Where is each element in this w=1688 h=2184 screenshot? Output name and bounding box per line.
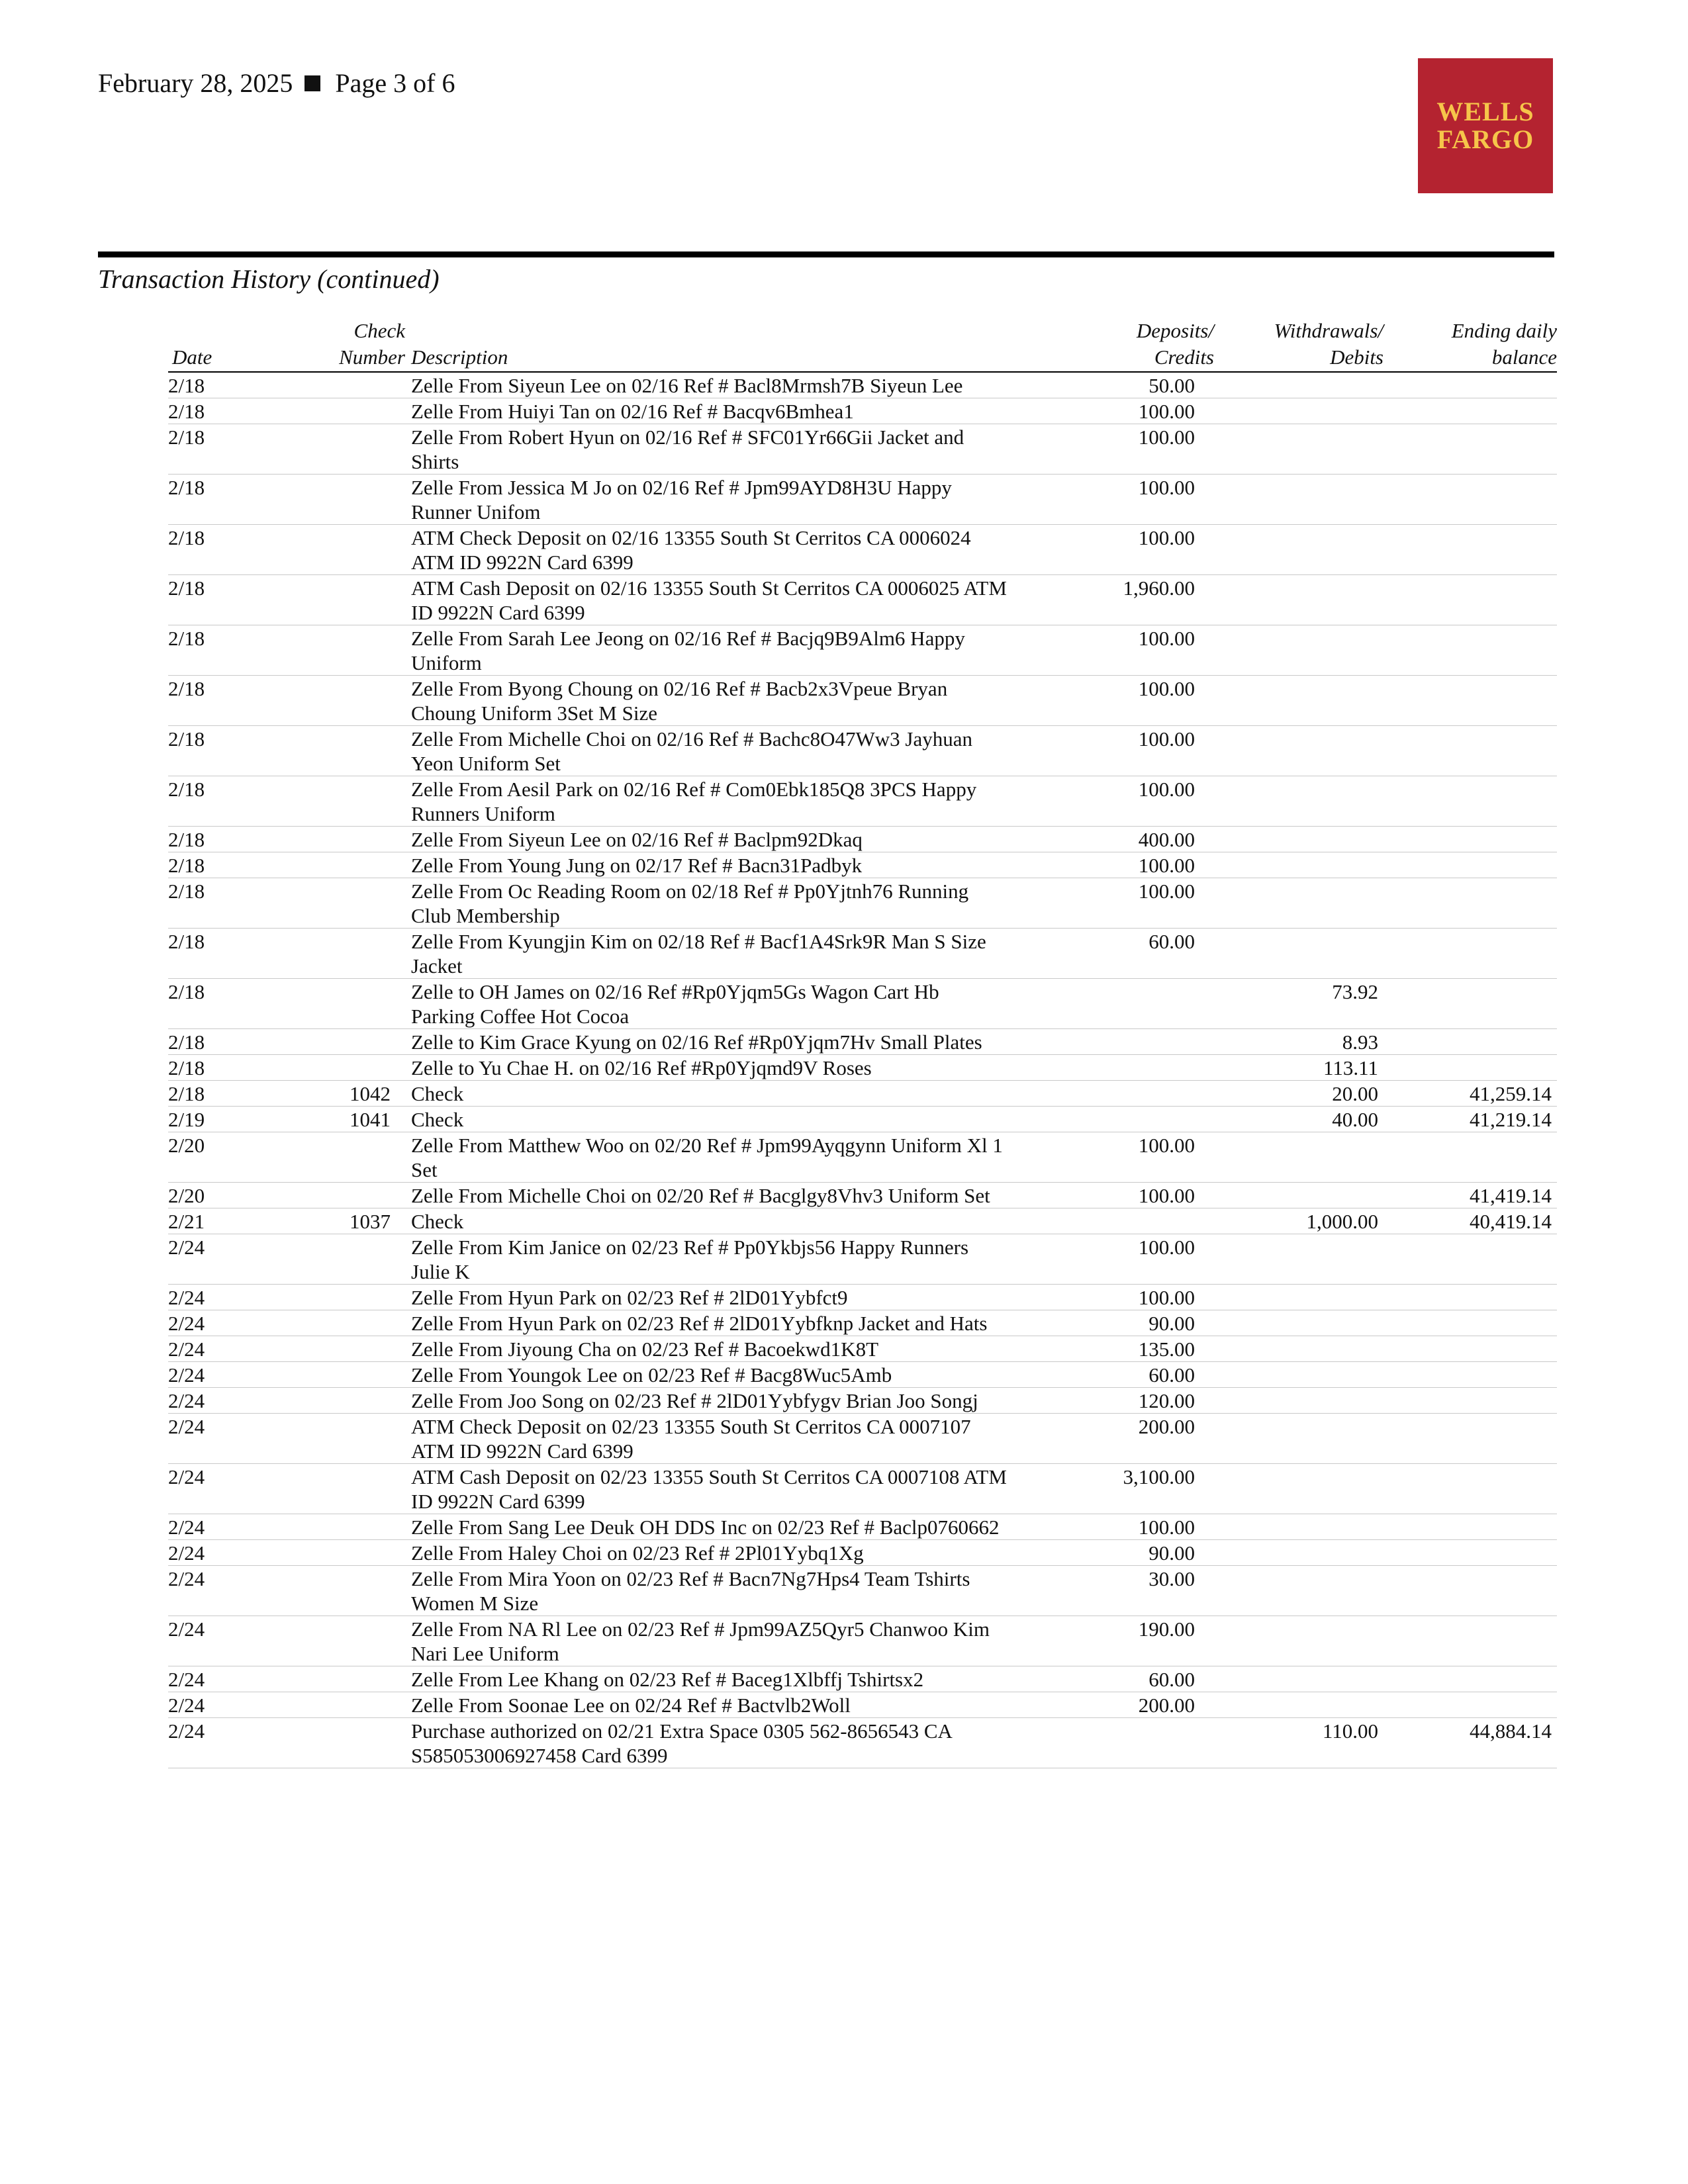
row-date: 2/18	[168, 1082, 205, 1105]
row-description: ATM Check Deposit on 02/23 13355 South St Cerritos CA 0007107 ATM ID 9922N Card 6399	[411, 1415, 971, 1463]
row-description: Zelle From Oc Reading Room on 02/18 Ref # Pp0Yjtnh76 Running Club Membership	[411, 880, 969, 927]
row-date: 2/24	[168, 1668, 205, 1691]
row-date: 2/18	[168, 526, 205, 549]
table-row	[168, 852, 1557, 878]
row-deposit: 400.00	[1138, 828, 1195, 851]
row-deposit: 50.00	[1149, 374, 1195, 397]
col-deposits-header	[1137, 318, 1214, 371]
row-deposit: 90.00	[1149, 1312, 1195, 1335]
table-row	[168, 1208, 1557, 1234]
table-row	[168, 1566, 1557, 1616]
row-date: 2/18	[168, 1056, 205, 1079]
col-check-header	[339, 318, 405, 371]
row-date: 2/18	[168, 778, 205, 801]
row-description: Purchase authorized on 02/21 Extra Space 0305 562-8656543 CA S585053006927458 Card 6399	[411, 1719, 952, 1767]
row-description: Zelle From Sarah Lee Jeong on 02/16 Ref # Bacjq9B9Alm6 Happy Uniform	[411, 627, 965, 674]
table-row	[168, 776, 1557, 827]
col-balance-line1: Ending daily	[1451, 319, 1557, 342]
row-description: Zelle From Michelle Choi on 02/16 Ref # Bachc8O47Ww3 Jayhuan Yeon Uniform Set	[411, 727, 973, 775]
row-description: Check	[411, 1108, 464, 1131]
table-row	[168, 475, 1557, 525]
table-row	[168, 1107, 1557, 1132]
row-description: Zelle From Hyun Park on 02/23 Ref # 2lD01Yybfknp Jacket and Hats	[411, 1312, 988, 1335]
table-row	[168, 525, 1557, 575]
row-date: 2/18	[168, 880, 205, 903]
row-description: Zelle From Siyeun Lee on 02/16 Ref # Baclpm92Dkaq	[411, 828, 863, 851]
row-deposit: 3,100.00	[1123, 1465, 1195, 1488]
table-row	[168, 625, 1557, 676]
col-check-line2: Number	[339, 345, 405, 369]
row-date: 2/20	[168, 1184, 205, 1207]
row-description: Zelle From Aesil Park on 02/16 Ref # Com0Ebk185Q8 3PCS Happy Runners Uniform	[411, 778, 977, 825]
row-deposit: 100.00	[1138, 677, 1195, 700]
row-date: 2/18	[168, 400, 205, 423]
table-row	[168, 1183, 1557, 1208]
table-row	[168, 1055, 1557, 1081]
col-check-line1: Check	[353, 319, 405, 342]
row-date: 2/24	[168, 1617, 205, 1641]
row-description: Check	[411, 1082, 464, 1105]
row-date: 2/24	[168, 1567, 205, 1590]
table-row	[168, 575, 1557, 625]
page-number: Page 3 of 6	[335, 68, 455, 98]
row-deposit: 100.00	[1138, 476, 1195, 499]
table-row	[168, 398, 1557, 424]
table-row	[168, 827, 1557, 852]
row-date: 2/18	[168, 627, 205, 650]
row-deposit: 100.00	[1138, 1134, 1195, 1157]
row-deposit: 60.00	[1149, 1668, 1195, 1691]
row-date: 2/24	[168, 1286, 205, 1309]
table-row	[168, 1132, 1557, 1183]
table-header	[168, 318, 1557, 373]
row-deposit: 100.00	[1138, 1236, 1195, 1259]
row-balance: 40,419.14	[1470, 1210, 1552, 1233]
row-date: 2/18	[168, 828, 205, 851]
col-deposits-line1: Deposits/	[1136, 319, 1214, 342]
row-date: 2/18	[168, 426, 205, 449]
row-deposit: 100.00	[1138, 854, 1195, 877]
row-deposit: 60.00	[1149, 1363, 1195, 1387]
row-description: ATM Cash Deposit on 02/16 13355 South St Cerritos CA 0006025 ATM ID 9922N Card 6399	[411, 576, 1007, 624]
row-date: 2/18	[168, 930, 205, 953]
row-deposit: 190.00	[1138, 1617, 1195, 1641]
row-description: Zelle From Youngok Lee on 02/23 Ref # Bacg8Wuc5Amb	[411, 1363, 892, 1387]
table-row	[168, 726, 1557, 776]
row-description: Zelle From NA Rl Lee on 02/23 Ref # Jpm99AZ5Qyr5 Chanwoo Kim Nari Lee Uniform	[411, 1617, 990, 1665]
row-deposit: 135.00	[1138, 1338, 1195, 1361]
row-withdrawal: 1,000.00	[1306, 1210, 1378, 1233]
table-row	[168, 1388, 1557, 1414]
row-description: Zelle From Soonae Lee on 02/24 Ref # Bactvlb2Woll	[411, 1694, 851, 1717]
row-deposit: 100.00	[1138, 1286, 1195, 1309]
row-date: 2/20	[168, 1134, 205, 1157]
header-rule	[98, 251, 1554, 257]
row-deposit: 100.00	[1138, 1516, 1195, 1539]
transaction-table	[168, 318, 1557, 1768]
table-row	[168, 676, 1557, 726]
section-title: Transaction History (continued)	[98, 264, 440, 294]
row-date: 2/18	[168, 854, 205, 877]
row-balance: 41,219.14	[1470, 1108, 1552, 1131]
table-row	[168, 1616, 1557, 1666]
table-row	[168, 1692, 1557, 1718]
table-row	[168, 1464, 1557, 1514]
row-date: 2/24	[168, 1719, 205, 1743]
row-description: ATM Cash Deposit on 02/23 13355 South St Cerritos CA 0007108 ATM ID 9922N Card 6399	[411, 1465, 1007, 1513]
row-deposit: 120.00	[1138, 1389, 1195, 1412]
table-row	[168, 1718, 1557, 1768]
row-date: 2/24	[168, 1415, 205, 1438]
table-row	[168, 1666, 1557, 1692]
row-withdrawal: 73.92	[1332, 980, 1378, 1003]
row-description: Zelle to OH James on 02/16 Ref #Rp0Yjqm5Gs Wagon Cart Hb Parking Coffee Hot Cocoa	[411, 980, 939, 1028]
row-date: 2/24	[168, 1465, 205, 1488]
row-description: Zelle From Kim Janice on 02/23 Ref # Pp0Ykbjs56 Happy Runners Julie K	[411, 1236, 969, 1283]
row-deposit: 30.00	[1149, 1567, 1195, 1590]
row-deposit: 100.00	[1138, 526, 1195, 549]
row-date: 2/24	[168, 1516, 205, 1539]
row-deposit: 100.00	[1138, 426, 1195, 449]
col-date-header: Date	[172, 345, 212, 369]
row-description: Check	[411, 1210, 464, 1233]
row-deposit: 90.00	[1149, 1541, 1195, 1565]
row-description: Zelle From Kyungjin Kim on 02/18 Ref # Bacf1A4Srk9R Man S Size Jacket	[411, 930, 986, 978]
row-balance: 44,884.14	[1470, 1719, 1552, 1743]
row-deposit: 100.00	[1138, 880, 1195, 903]
row-date: 2/21	[168, 1210, 205, 1233]
row-date: 2/24	[168, 1389, 205, 1412]
row-check-number: 1041	[350, 1108, 391, 1131]
transaction-rows	[168, 373, 1557, 1768]
row-check-number: 1042	[350, 1082, 391, 1105]
row-withdrawal: 20.00	[1332, 1082, 1378, 1105]
row-deposit: 100.00	[1138, 627, 1195, 650]
row-date: 2/18	[168, 374, 205, 397]
row-description: Zelle From Jessica M Jo on 02/16 Ref # Jpm99AYD8H3U Happy Runner Unifom	[411, 476, 952, 523]
row-deposit: 100.00	[1138, 778, 1195, 801]
row-description: Zelle From Mira Yoon on 02/23 Ref # Bacn7Ng7Hps4 Team Tshirts Women M Size	[411, 1567, 970, 1615]
row-date: 2/24	[168, 1694, 205, 1717]
row-deposit: 200.00	[1138, 1415, 1195, 1438]
row-balance: 41,419.14	[1470, 1184, 1552, 1207]
row-description: Zelle From Haley Choi on 02/23 Ref # 2Pl01Yybq1Xg	[411, 1541, 864, 1565]
table-row	[168, 1414, 1557, 1464]
row-description: Zelle From Michelle Choi on 02/20 Ref # Bacglgy8Vhv3 Uniform Set	[411, 1184, 990, 1207]
table-row	[168, 373, 1557, 398]
row-date: 2/24	[168, 1338, 205, 1361]
col-withdrawals-header	[1274, 318, 1383, 371]
table-row	[168, 929, 1557, 979]
col-withdrawals-line2: Debits	[1330, 345, 1383, 369]
table-row	[168, 1514, 1557, 1540]
row-description: Zelle From Lee Khang on 02/23 Ref # Baceg1Xlbffj Tshirtsx2	[411, 1668, 924, 1691]
table-row	[168, 1081, 1557, 1107]
row-deposit: 60.00	[1149, 930, 1195, 953]
row-date: 2/18	[168, 677, 205, 700]
row-deposit: 100.00	[1138, 727, 1195, 751]
col-withdrawals-line1: Withdrawals/	[1274, 319, 1383, 342]
row-description: Zelle From Young Jung on 02/17 Ref # Bacn31Padbyk	[411, 854, 863, 877]
row-deposit: 200.00	[1138, 1694, 1195, 1717]
row-date: 2/18	[168, 980, 205, 1003]
row-description: Zelle From Byong Choung on 02/16 Ref # Bacb2x3Vpeue Bryan Choung Uniform 3Set M Size	[411, 677, 948, 725]
row-date: 2/19	[168, 1108, 205, 1131]
col-description-header: Description	[411, 345, 508, 369]
table-row	[168, 1362, 1557, 1388]
row-description: ATM Check Deposit on 02/16 13355 South St Cerritos CA 0006024 ATM ID 9922N Card 6399	[411, 526, 971, 574]
row-withdrawal: 113.11	[1323, 1056, 1378, 1079]
table-row	[168, 1234, 1557, 1285]
row-description: Zelle From Hyun Park on 02/23 Ref # 2lD01Yybfct9	[411, 1286, 848, 1309]
row-date: 2/24	[168, 1541, 205, 1565]
row-date: 2/24	[168, 1312, 205, 1335]
logo-line-2: FARGO	[1436, 124, 1534, 154]
row-withdrawal: 110.00	[1322, 1719, 1378, 1743]
table-row	[168, 1285, 1557, 1310]
row-date: 2/18	[168, 1030, 205, 1054]
table-row	[168, 1336, 1557, 1362]
table-row	[168, 424, 1557, 475]
row-withdrawal: 40.00	[1332, 1108, 1378, 1131]
row-description: Zelle From Jiyoung Cha on 02/23 Ref # Bacoekwd1K8T	[411, 1338, 879, 1361]
col-balance-line2: balance	[1491, 345, 1557, 369]
row-date: 2/24	[168, 1363, 205, 1387]
row-description: Zelle From Matthew Woo on 02/20 Ref # Jpm99Ayqgynn Uniform Xl 1 Set	[411, 1134, 1003, 1181]
row-balance: 41,259.14	[1470, 1082, 1552, 1105]
row-description: Zelle to Kim Grace Kyung on 02/16 Ref #Rp0Yjqm7Hv Small Plates	[411, 1030, 982, 1054]
row-description: Zelle to Yu Chae H. on 02/16 Ref #Rp0Yjqmd9V Roses	[411, 1056, 872, 1079]
row-date: 2/24	[168, 1236, 205, 1259]
row-description: Zelle From Huiyi Tan on 02/16 Ref # Bacqv6Bmhea1	[411, 400, 854, 423]
square-separator-icon	[305, 75, 320, 91]
col-deposits-line2: Credits	[1154, 345, 1214, 369]
row-description: Zelle From Joo Song on 02/23 Ref # 2lD01Yybfygv Brian Joo Songj	[411, 1389, 978, 1412]
row-withdrawal: 8.93	[1342, 1030, 1378, 1054]
wells-fargo-logo	[1418, 58, 1553, 193]
row-deposit: 100.00	[1138, 1184, 1195, 1207]
row-description: Zelle From Siyeun Lee on 02/16 Ref # Bacl8Mrmsh7B Siyeun Lee	[411, 374, 963, 397]
table-row	[168, 1029, 1557, 1055]
table-row	[168, 1310, 1557, 1336]
row-date: 2/18	[168, 576, 205, 600]
logo-line-1: WELLS	[1436, 97, 1534, 126]
row-deposit: 100.00	[1138, 400, 1195, 423]
statement-date: February 28, 2025	[98, 68, 293, 98]
table-row	[168, 1540, 1557, 1566]
row-description: Zelle From Robert Hyun on 02/16 Ref # SFC01Yr66Gii Jacket and Shirts	[411, 426, 964, 473]
table-row	[168, 979, 1557, 1029]
row-deposit: 1,960.00	[1123, 576, 1195, 600]
row-date: 2/18	[168, 476, 205, 499]
row-description: Zelle From Sang Lee Deuk OH DDS Inc on 02/23 Ref # Baclp0760662	[411, 1516, 1000, 1539]
row-check-number: 1037	[350, 1210, 391, 1233]
table-row	[168, 878, 1557, 929]
col-balance-header	[1452, 318, 1557, 371]
row-date: 2/18	[168, 727, 205, 751]
page-header	[98, 68, 455, 99]
